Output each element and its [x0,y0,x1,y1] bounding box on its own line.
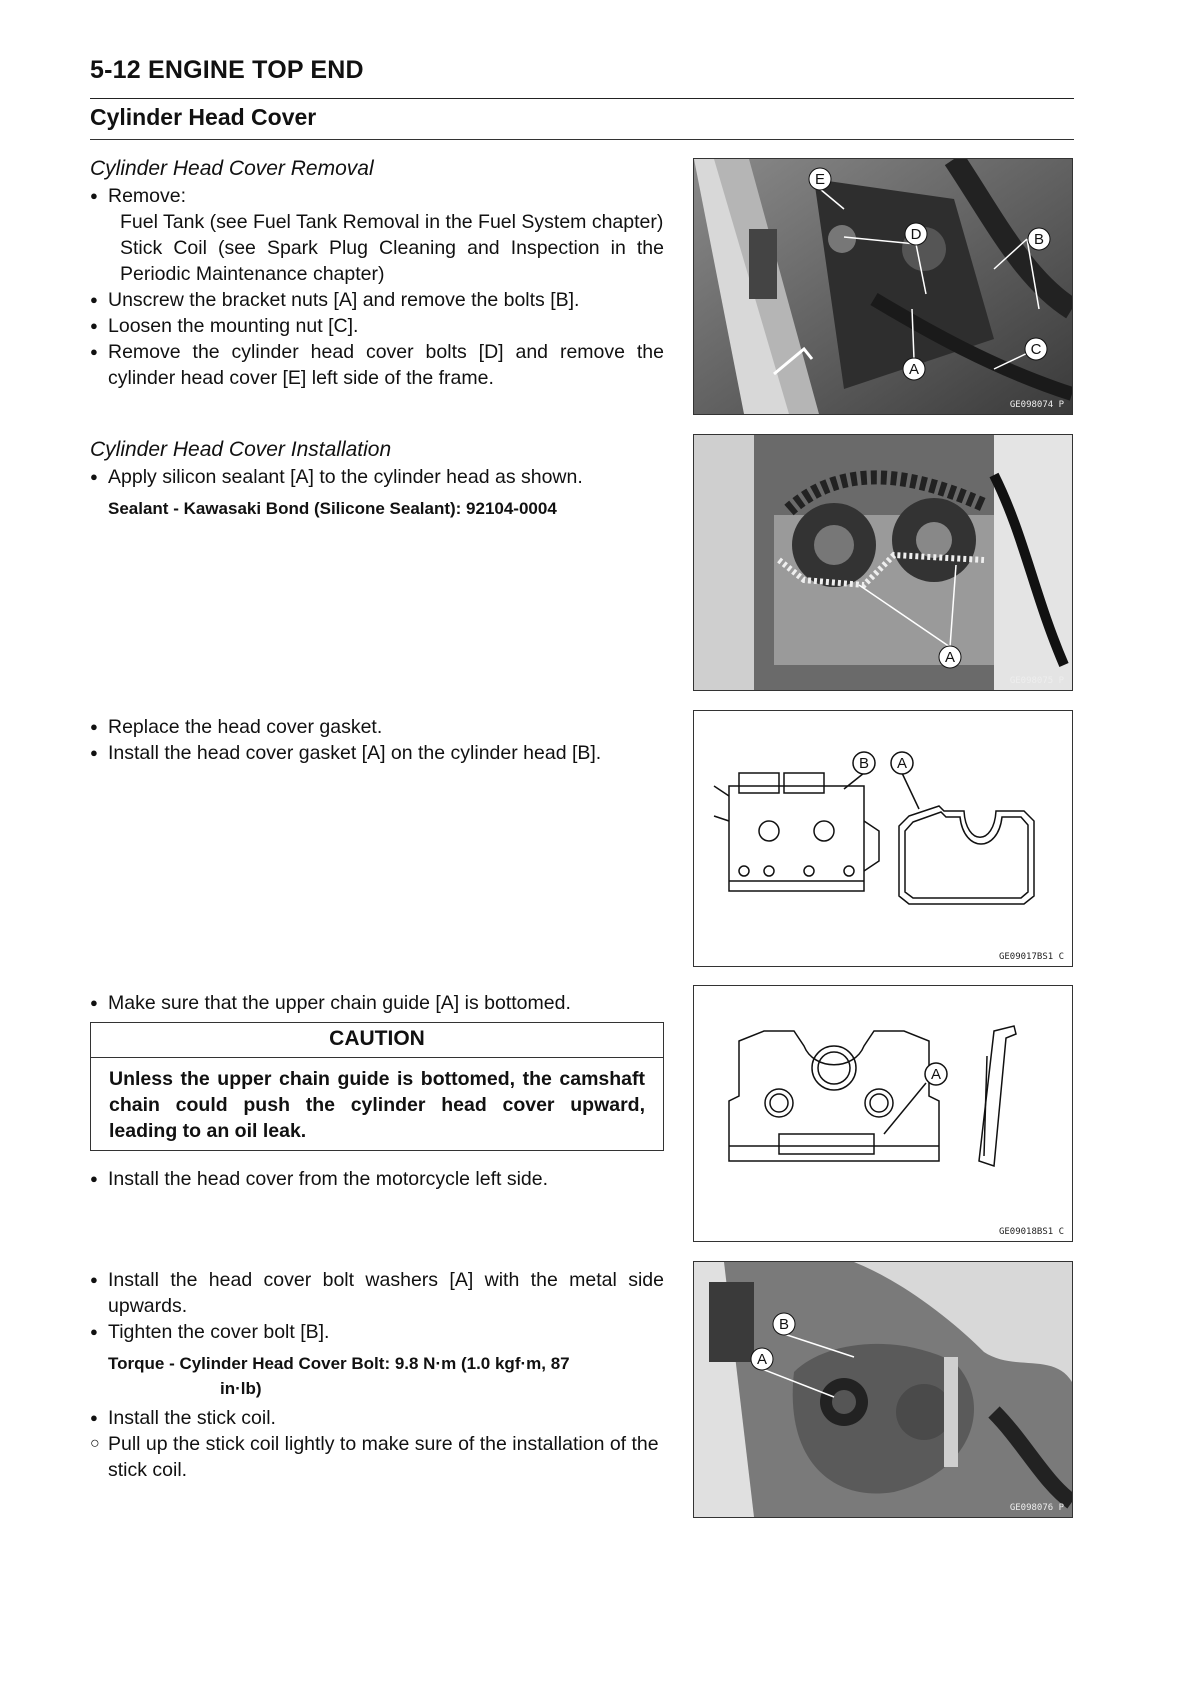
install-cover-step [90,1166,664,1192]
removal-section [90,155,664,391]
installation-section [90,436,664,521]
gasket-diagram-illustration [694,711,1072,966]
installation-heading: Cylinder Head Cover Installation [90,438,392,461]
fig5-label-b: B [778,1316,790,1333]
fig5-id: GE098076 P [1009,1503,1064,1513]
final-steps [90,1267,664,1483]
fig1-label-e: E [814,171,826,188]
fig3-label-b: B [858,755,870,772]
fig1-label-d: D [910,226,922,243]
bolt-photo-illustration [694,1262,1072,1517]
header-rule [90,98,1074,99]
install-step-replace-gasket: ● Replace the head cover gasket. [90,714,664,740]
page-title: 5-12 ENGINE TOP END [90,56,364,84]
fig2-label-a: A [944,649,956,666]
caution-title: CAUTION [91,1023,663,1058]
removal-step-remove: ● Remove: [90,183,664,209]
fig1-label-a: A [908,361,920,378]
install-step-pull-up: ○ Pull up the stick coil lightly to make sure of the installation of the stick coil. [90,1431,664,1483]
section-rule [90,139,1074,140]
removal-substep-fuel-tank: Fuel Tank (see Fuel Tank Removal in the Fuel System chapter) [120,211,664,233]
removal-step-bracket: ● Unscrew the bracket nuts [A] and remove the bolts [B]. [90,287,664,313]
figure-chain-guide-diagram [693,985,1073,1242]
figure-sealant-photo [693,434,1073,691]
removal-step-mounting-nut: ● Loosen the mounting nut [C]. [90,313,664,339]
fig1-label-c: C [1030,341,1042,358]
fig4-id: GE09018BS1 C [998,1227,1064,1237]
install-step-install-cover: ● Install the head cover from the motorcycle left side. [90,1166,664,1192]
figure-gasket-diagram [693,710,1073,967]
fig3-label-a: A [896,755,908,772]
chain-guide-diagram-illustration [694,986,1072,1241]
chain-guide-step [90,990,664,1016]
install-step-sealant: ● Apply silicon sealant [A] to the cylinder head as shown. [90,464,664,490]
figure-removal-photo [693,158,1073,415]
sealant-spec: Sealant - Kawasaki Bond (Silicone Sealant): 92104-0004 [108,499,557,518]
removal-photo-illustration [694,159,1072,414]
fig5-label-a: A [756,1351,768,1368]
torque-spec-line1: Torque - Cylinder Head Cover Bolt: 9.8 N·m (1.0 kgf·m, 87 [108,1354,570,1373]
caution-text: Unless the upper chain guide is bottomed, the camshaft chain could push the cylinder head cover upward, leading to an oil leak. [109,1068,645,1142]
install-step-washers: ● Install the head cover bolt washers [A] with the metal side upwards. [90,1267,664,1319]
install-step-tighten: ● Tighten the cover bolt [B]. [90,1319,664,1345]
fig1-label-b: B [1033,231,1045,248]
install-step-stick-coil: ● Install the stick coil. [90,1405,664,1431]
torque-spec-line2: in·lb) [220,1379,262,1398]
fig1-id: GE098074 P [1009,400,1064,410]
fig2-id: GE098075 P [1009,676,1064,686]
install-step-install-gasket: ● Install the head cover gasket [A] on the cylinder head [B]. [90,740,664,766]
gasket-steps [90,714,664,766]
removal-step-cover-bolts: ● Remove the cylinder head cover bolts [D] and remove the cylinder head cover [E] left side of the frame. [90,339,664,391]
removal-substep-stick-coil: Stick Coil (see Spark Plug Cleaning and Inspection in the Periodic Maintenance chapter) [120,237,664,285]
fig3-id: GE09017BS1 C [998,952,1064,962]
figure-bolt-photo [693,1261,1073,1518]
removal-heading: Cylinder Head Cover Removal [90,157,374,180]
fig4-label-a: A [930,1066,942,1083]
sealant-photo-illustration [694,435,1072,690]
install-step-chain-guide: ● Make sure that the upper chain guide [A] is bottomed. [90,990,664,1016]
caution-box [90,1022,664,1151]
section-title: Cylinder Head Cover [90,104,317,130]
